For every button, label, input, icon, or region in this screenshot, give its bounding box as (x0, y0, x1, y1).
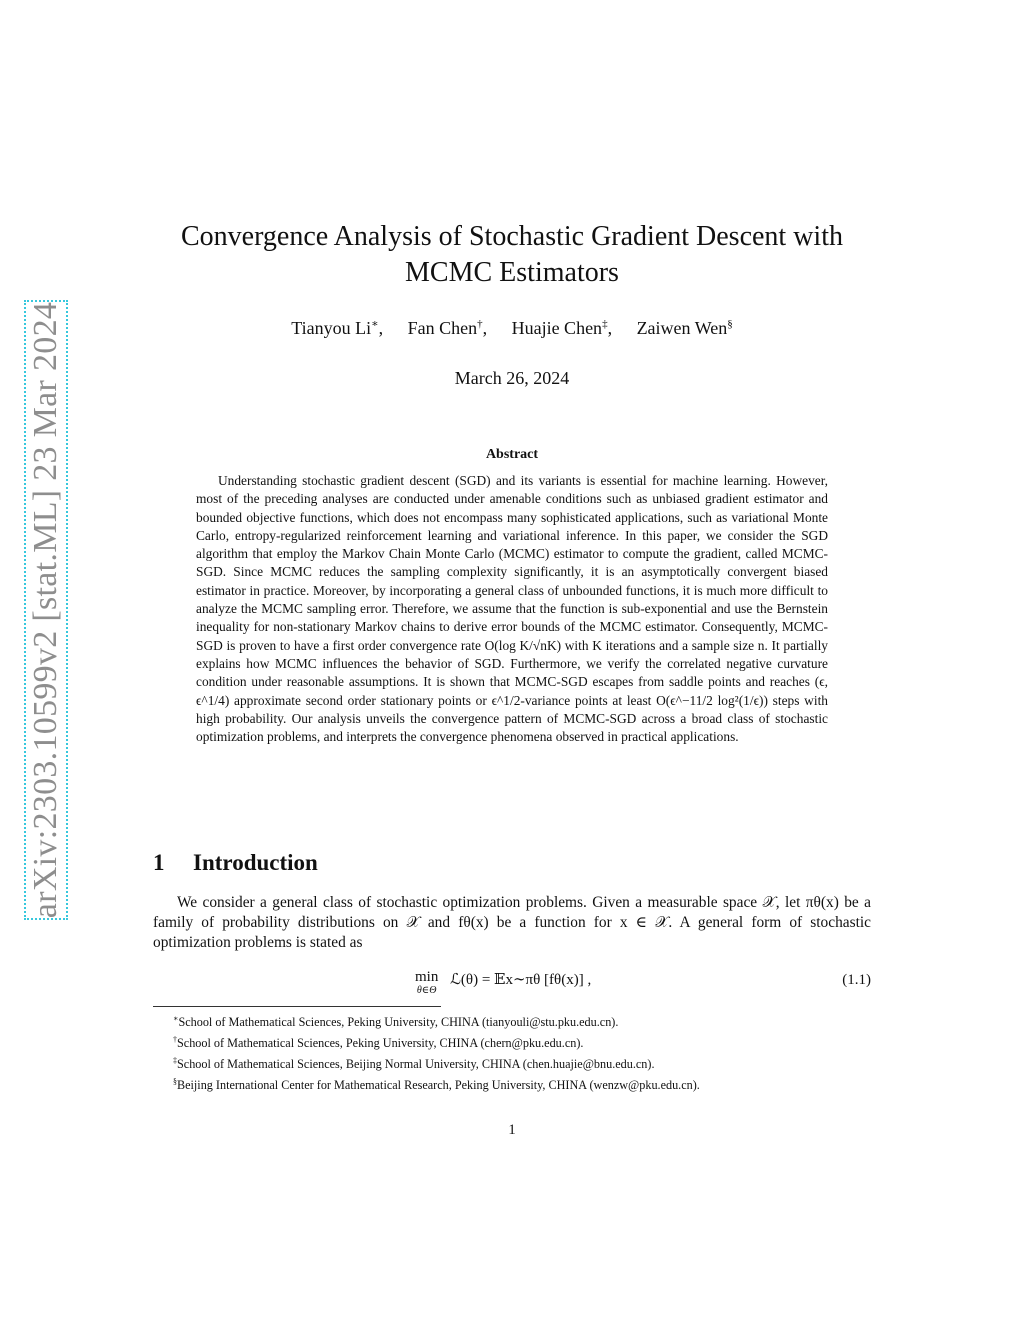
footnote: †School of Mathematical Sciences, Peking University, CHINA (chern@pku.edu.cn). (173, 1035, 584, 1051)
arxiv-stamp[interactable] (24, 300, 68, 920)
footnote-divider (153, 1006, 441, 1007)
abstract-heading: Abstract (485, 447, 539, 462)
equation-min-operator: min θ∈Θ (415, 969, 439, 996)
footnotes (173, 1010, 873, 1094)
equation-number: (1.1) (842, 972, 871, 988)
section-title: Introduction (193, 850, 318, 875)
abstract-text: Understanding stochastic gradient descent (SGD) and its variants is essential for machine learning. However, most of the preceding analyses are conducted under amenable conditions such as unbiased gradient estimator and bounded objective functions, which does not encompass many sophisticated applications, such as variational Monte Carlo, entropy-regularized reinforcement learning and variational inference. In this paper, we consider the SGD algorithm that employ the Markov Chain Monte Carlo (MCMC) estimator to compute the gradient, called MCMC-SGD. Since MCMC reduces the sampling complexity significantly, it is an asymptotically convergent biased estimator in practice. Moreover, by incorporating a general class of unbounded functions, it is much more difficult to analyze the MCMC sampling error. Therefore, we assume that the function is sub-exponential and use the Bernstein inequality for non-stationary Markov chains to derive error bounds of the MCMC estimator. Consequently, MCMC-SGD is proven to have a first order convergence rate O(log K/√nK) with K iterations and a sample size n. It partially explains how MCMC influences the behavior of SGD. Furthermore, we verify the correlated negative curvature condition under reasonable assumptions. It is shown that MCMC-SGD escapes from saddle points and reaches (ϵ, ϵ^1/4) approximate second order stationary points or ϵ^1/2-variance points at least O(ϵ^−11/2 log²(1/ϵ)) steps with high probability. Our analysis unveils the convergence pattern of MCMC-SGD across a broad class of stochastic optimization problems, and interprets the convergence phenomena observed in practical applications. (196, 473, 828, 745)
author: Tianyou Li∗, (291, 318, 384, 338)
equation-1-1 (153, 970, 871, 1000)
author: Fan Chen†, (407, 318, 488, 338)
paper-date: March 26, 2024 (454, 368, 570, 388)
paper-title: Convergence Analysis of Stochastic Gradient Descent with MCMC Estimators (181, 221, 843, 288)
equation-expression: ℒ(θ) = 𝔼x∼πθ [fθ(x)] , (450, 972, 592, 988)
author-list (150, 312, 874, 340)
footnote: ∗School of Mathematical Sciences, Peking University, CHINA (tianyouli@stu.pku.edu.cn). (173, 1014, 619, 1030)
section-heading (153, 848, 318, 878)
author: Zaiwen Wen§ (636, 318, 733, 338)
introduction-text: We consider a general class of stochastic optimization problems. Given a measurable space 𝒳, let πθ(x) be a family of probability distributions on 𝒳 and fθ(x) be a function for x ∈ 𝒳. A general form of stochastic optimization problems is stated as (153, 894, 871, 951)
page-number: 1 (508, 1122, 516, 1138)
footnote: ‡School of Mathematical Sciences, Beijing Normal University, CHINA (chen.huajie@bnu.edu.cn). (173, 1056, 655, 1072)
footnote: §Beijing International Center for Mathematical Research, Peking University, CHINA (wenzw@pku.edu.cn). (173, 1077, 700, 1093)
author: Huajie Chen‡, (511, 318, 613, 338)
section-number: 1 (153, 850, 165, 875)
arxiv-id[interactable]: arXiv:2303.10599v2 [stat.ML] 23 Mar 2024 (27, 301, 64, 919)
